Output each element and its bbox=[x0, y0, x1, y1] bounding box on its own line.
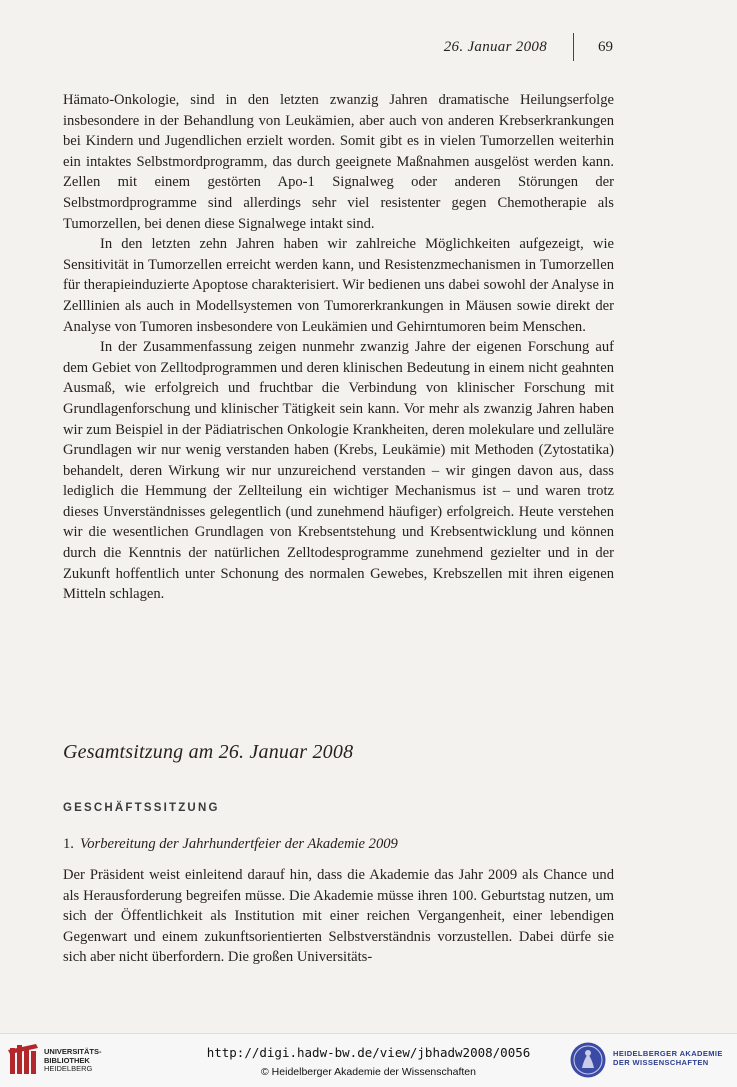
header-divider bbox=[573, 33, 574, 61]
section-label: GESCHÄFTSSITZUNG bbox=[63, 802, 220, 814]
main-text bbox=[63, 90, 614, 605]
item-text-block bbox=[63, 865, 614, 968]
item-title: Vorbereitung der Jahrhundertfeier der Akademie 2009 bbox=[79, 836, 398, 852]
copyright-notice: © Heidelberger Akademie der Wissenschaften bbox=[261, 1066, 476, 1078]
running-title: 26. Januar 2008 bbox=[443, 39, 547, 55]
item-heading bbox=[63, 836, 398, 853]
item-number: 1. bbox=[63, 836, 74, 852]
university-library-name: UNIVERSITÄTS- BIBLIOTHEK HEIDELBERG bbox=[44, 1047, 102, 1073]
page-header bbox=[0, 39, 737, 63]
page-number: 69 bbox=[598, 39, 613, 55]
paragraph-2: In den letzten zehn Jahren haben wir zahlreiche Möglichkeiten aufgezeigt, wie Sensitivität in Tumorzellen erreicht werden kann, und Resistenzmechanismen in Tumorzellen für therapieinduzierte Apoptose charakterisiert. Wir bedienen uns dabei sowohl der Analyse in Zelllinien als auch in Modellsystemen von Tumorerkrankungen in Mäusen sowie direkt der Analyse von Tumoren insbesondere von Leukämien und Gehirntumoren beim Menschen. bbox=[63, 236, 614, 335]
paragraph-3: In der Zusammenfassung zeigen nunmehr zwanzig Jahre der eigenen Forschung auf dem Gebiet von Zelltodprogrammen und deren klinischen Bedeutung in einem nicht geahnten Ausmaß, wie erfolgreich und fruchtbar die Verbindung von klinischer Forschung mit Grundlagenforschung und klinischer Tätigkeit sein kann. Vor mehr als zwanzig Jahren haben wir zum Beispiel in der Pädiatrischen Onkologie Krankheiten, deren molekulare und zelluläre Grundlagen wir nur wenig verstanden haben (Krebs, Leukämie) mit Methoden (Zytostatika) behandelt, deren Wirkung wir nur unzureichend verstanden – wir gingen davon aus, dass lediglich die Hemmung der Zellteilung ein wichtiger Mechanismus ist – und waren trotz dieses Unverständnisses gelegentlich (und zunehmend häufiger) erfolgreich. Heute verstehen wir die wesentlichen Grundlagen von Krebsentstehung und Krebsentwicklung und können durch die Kenntnis der natürlichen Zelltodesprogramme zunehmend gezielter und in der Zukunft hoffentlich unter Schonung des normalen Gewebes, Krebszellen mit ihren eigenen Mitteln schlagen. bbox=[63, 339, 614, 603]
permalink-url[interactable]: http://digi.hadw-bw.de/view/jbhadw2008/0056 bbox=[206, 1045, 531, 1060]
paragraph-1: Hämato-Onkologie, sind in den letzten zwanzig Jahren dramatische Heilungserfolge insbesondere in der Behandlung von Leukämien, aber auch von anderen Krebserkrankungen bei Kindern und Jugendlichen erzielt worden. Somit gibt es in vielen Tumorzellen weiterhin ein intaktes Selbstmordprogramm, das durch geeignete Maßnahmen ausgelöst werden kann. Zellen mit einem gestörten Apo-1 Signalweg oder anderen Störungen der Selbstmordprogramme sind allerdings sehr viel resistenter gegen Chemotherapie als Tumorzellen, bei denen diese Signalwege intakt sind. bbox=[63, 92, 614, 232]
item-paragraph: Der Präsident weist einleitend darauf hin, dass die Akademie das Jahr 2009 als Chance und als Herausforderung begreifen müsse. Die Akademie müsse ihren 100. Geburtstag nutzen, um sich der Öffentlichkeit als Institution mit einer reichen Vergangenheit, einer lebendigen Gegenwart und einem zukunftsorientierten Selbstverständnis vorzustellen. Dabei dürfe sie sich aber nicht überfordern. Die großen Universitäts- bbox=[63, 867, 614, 966]
academy-seal-icon bbox=[569, 1041, 607, 1079]
academy-name: HEIDELBERGER AKADEMIE DER WISSENSCHAFTEN bbox=[613, 1049, 723, 1067]
footer-bar bbox=[0, 1033, 737, 1087]
section-title: Gesamtsitzung am 26. Januar 2008 bbox=[63, 741, 354, 763]
